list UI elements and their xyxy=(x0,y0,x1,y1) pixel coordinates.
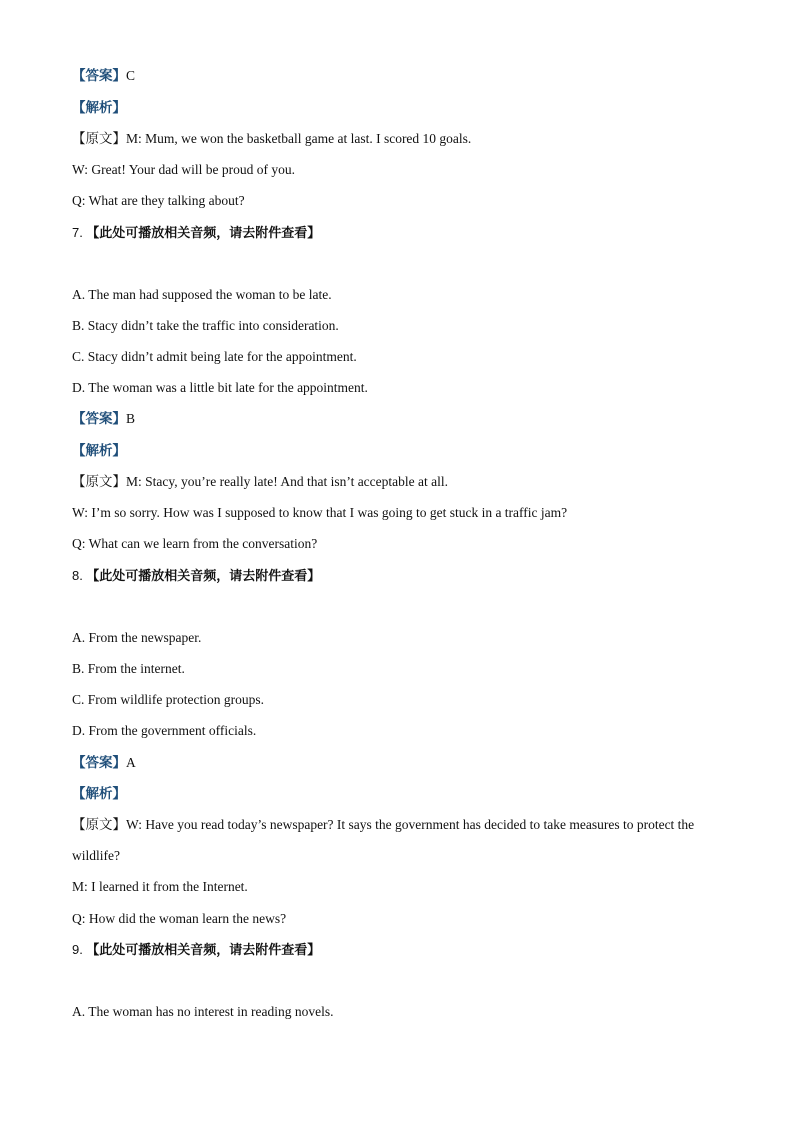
analysis-heading xyxy=(72,442,732,460)
answer-line xyxy=(72,67,732,85)
transcript-line xyxy=(72,473,732,491)
transcript-line: M: I learned it from the Internet. xyxy=(72,879,248,894)
option-c: C. From wildlife protection groups. xyxy=(72,692,264,707)
analysis-tag: 【解析】 xyxy=(72,786,126,801)
transcript-line xyxy=(72,816,732,834)
option-d: D. The woman was a little bit late for the appointment. xyxy=(72,380,368,395)
option-c: C. Stacy didn’t admit being late for the appointment. xyxy=(72,349,357,364)
answer-value: C xyxy=(126,68,136,83)
audio-placeholder: 【此处可播放相关音频，请去附件查看】 xyxy=(86,569,321,584)
question-number: 8. xyxy=(72,568,83,583)
question-heading xyxy=(72,224,732,243)
audio-placeholder: 【此处可播放相关音频，请去附件查看】 xyxy=(86,226,321,241)
analysis-heading xyxy=(72,785,732,803)
question-number: 9. xyxy=(72,942,83,957)
original-tag: 【原文】 xyxy=(72,131,126,146)
transcript-line: Q: What can we learn from the conversation? xyxy=(72,536,318,551)
answer-value: A xyxy=(126,755,136,770)
question-heading xyxy=(72,941,732,960)
analysis-heading xyxy=(72,99,732,117)
transcript-text: M: Mum, we won the basketball game at last. I scored 10 goals. xyxy=(126,131,472,146)
option-a: A. From the newspaper. xyxy=(72,630,202,645)
option-a: A. The woman has no interest in reading novels. xyxy=(72,1004,334,1019)
option-b: B. Stacy didn’t take the traffic into consideration. xyxy=(72,318,339,333)
original-tag: 【原文】 xyxy=(72,474,126,489)
answer-line xyxy=(72,410,732,428)
transcript-line: W: I’m so sorry. How was I supposed to know that I was going to get stuck in a traffic jam? xyxy=(72,505,568,520)
option-b: B. From the internet. xyxy=(72,661,185,676)
original-tag: 【原文】 xyxy=(72,817,126,832)
answer-line xyxy=(72,754,732,772)
answer-tag: 【答案】 xyxy=(72,755,126,770)
analysis-tag: 【解析】 xyxy=(72,443,126,458)
answer-tag: 【答案】 xyxy=(72,411,126,426)
transcript-line: W: Great! Your dad will be proud of you. xyxy=(72,162,295,177)
transcript-text: W: Have you read today’s newspaper? It says the government has decided to take measures to protect the xyxy=(126,817,695,832)
question-number: 7. xyxy=(72,225,83,240)
transcript-line: wildlife? xyxy=(72,848,120,863)
option-a: A. The man had supposed the woman to be late. xyxy=(72,287,332,302)
transcript-line: Q: What are they talking about? xyxy=(72,193,245,208)
transcript-text: M: Stacy, you’re really late! And that isn’t acceptable at all. xyxy=(126,474,449,489)
answer-tag: 【答案】 xyxy=(72,68,126,83)
transcript-line xyxy=(72,130,732,148)
analysis-tag: 【解析】 xyxy=(72,100,126,115)
transcript-line: Q: How did the woman learn the news? xyxy=(72,911,287,926)
answer-value: B xyxy=(126,411,136,426)
option-d: D. From the government officials. xyxy=(72,723,257,738)
question-heading xyxy=(72,567,732,586)
audio-placeholder: 【此处可播放相关音频，请去附件查看】 xyxy=(86,943,321,958)
